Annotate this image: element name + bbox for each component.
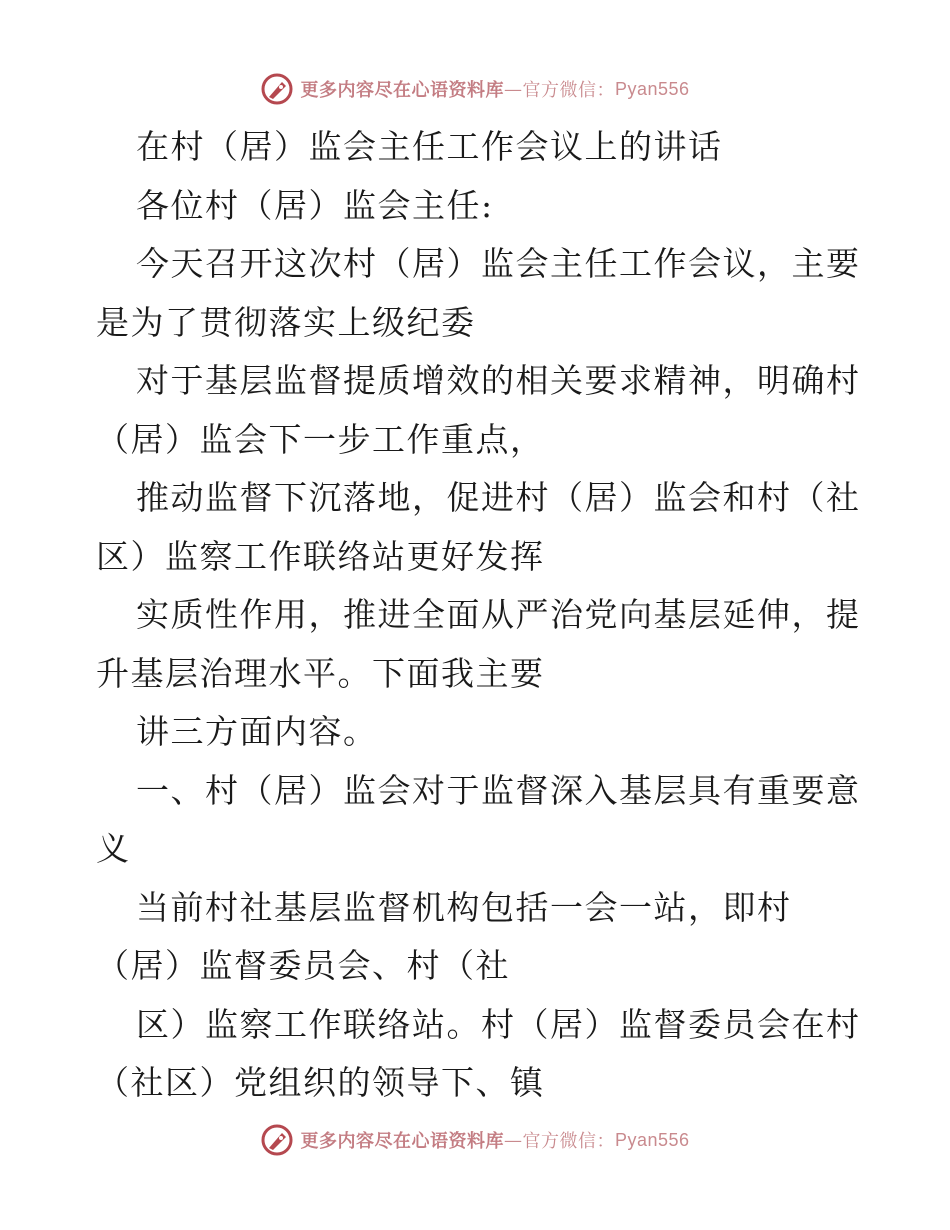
paragraph-line: （社区）党组织的领导下、镇 [96,1063,545,1102]
section-heading: 义 [96,829,131,868]
document-title: 在村（居）监会主任工作会议上的讲话 [136,127,723,166]
paragraph-line: 讲三方面内容。 [136,712,378,751]
footer-watermark [0,1120,950,1160]
section-heading: 一、村（居）监会对于监督深入基层具有重要意 [136,770,861,810]
document-body [96,118,861,1113]
paragraph-line: 区）监察工作联络站。村（居）监督委员会在村 [136,1004,861,1044]
watermark-separator: — [503,78,523,100]
paragraph-line: 今天召开这次村（居）监会主任工作会议，主要 [136,244,861,283]
paragraph-line: 升基层治理水平。下面我主要 [96,653,545,693]
paragraph-line: （居）监督委员会、村（社 [96,946,510,985]
watermark-brand: 更多内容尽在心语资料库 [300,1131,504,1152]
header-watermark [0,69,950,109]
paragraph-line: 推动监督下沉落地，促进村（居）监会和村（社 [136,478,861,517]
paragraph-line: 对于基层监督提质增效的相关要求精神，明确村 [136,361,861,400]
watermark-contact-label: 官方微信： [522,80,615,101]
watermark-contact-id: Pyan556 [614,1129,690,1150]
pen-nib-logo-icon [260,1123,294,1157]
paragraph-line: 当前村社基层监督机构包括一会一站，即村 [136,887,792,927]
paragraph-line: 是为了贯彻落实上级纪委 [96,302,476,342]
paragraph-line: 实质性作用，推进全面从严治党向基层延伸，提 [136,595,861,634]
watermark-separator: — [503,1129,523,1151]
watermark-contact-label: 官方微信： [522,1131,615,1152]
paragraph-line: 区）监察工作联络站更好发挥 [96,536,545,576]
watermark-brand: 更多内容尽在心语资料库 [300,80,504,101]
watermark-contact-id: Pyan556 [614,78,690,99]
pen-nib-logo-icon [260,72,294,106]
salutation: 各位村（居）监会主任: [136,185,494,225]
paragraph-line: （居）监会下一步工作重点， [96,419,545,459]
